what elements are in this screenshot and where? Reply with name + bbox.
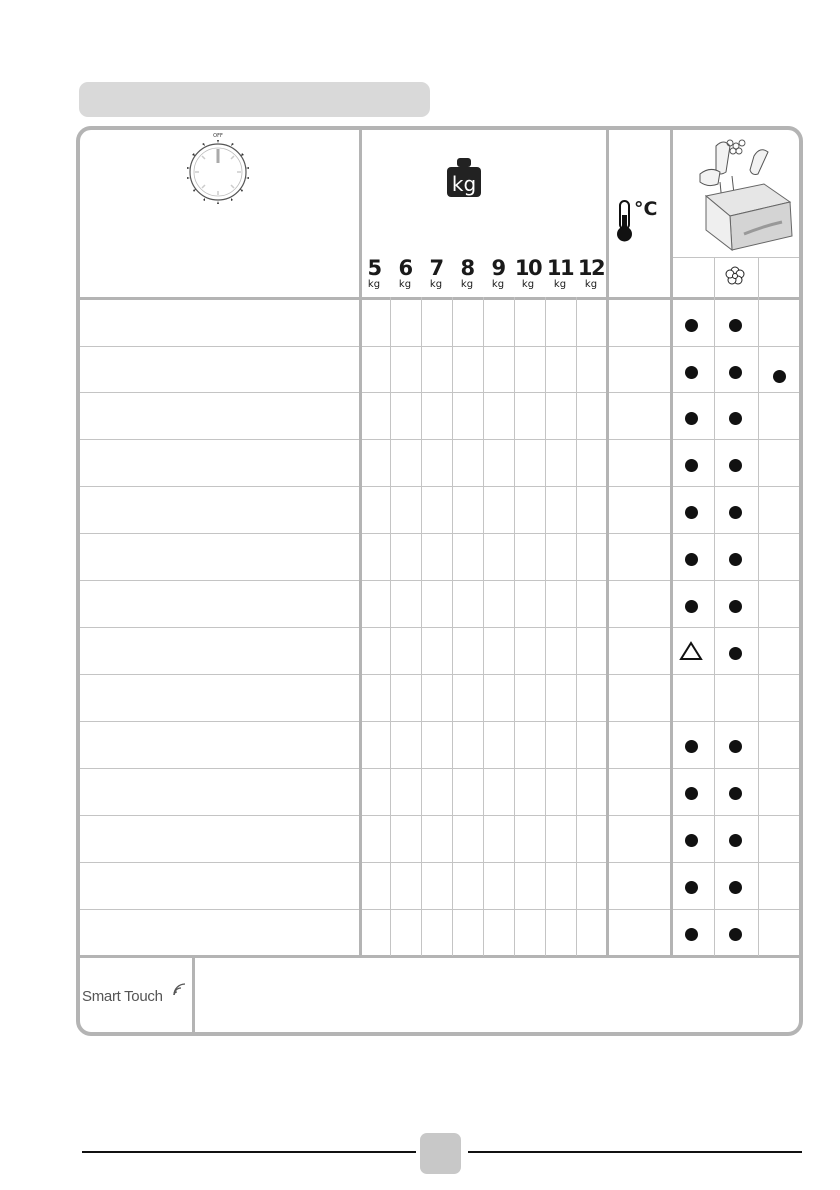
- divider: [80, 862, 803, 863]
- page-number-tab: [420, 1133, 461, 1174]
- softener-dot: [729, 412, 742, 425]
- main-wash-dot: [685, 366, 698, 379]
- softener-dot: [729, 506, 742, 519]
- smart-touch-label: Smart Touch: [82, 988, 163, 1005]
- capacity-unit: kg: [584, 279, 598, 290]
- divider: [80, 909, 803, 910]
- capacity-unit: kg: [553, 279, 567, 290]
- softener-dot: [729, 459, 742, 472]
- capacity-unit: kg: [521, 279, 535, 290]
- divider: [359, 130, 362, 956]
- divider: [80, 627, 803, 628]
- main-wash-dot: [685, 412, 698, 425]
- divider: [390, 297, 391, 956]
- main-wash-dot: [685, 459, 698, 472]
- capacity-header: [359, 258, 389, 290]
- softener-dot: [729, 740, 742, 753]
- capacity-header: [576, 258, 606, 290]
- divider: [80, 721, 803, 722]
- capacity-header: [483, 258, 513, 290]
- divider: [606, 130, 609, 956]
- divider: [483, 297, 484, 956]
- divider: [80, 486, 803, 487]
- footer-divider: [80, 955, 803, 958]
- main-wash-dot: [685, 506, 698, 519]
- softener-dot: [729, 881, 742, 894]
- divider: [421, 297, 422, 956]
- softener-dot: [729, 366, 742, 379]
- main-wash-dot: [685, 553, 698, 566]
- divider: [192, 956, 195, 1036]
- thermometer-icon: [614, 199, 636, 243]
- section-title-bar: [79, 82, 430, 117]
- capacity-header: [452, 258, 482, 290]
- divider: [452, 297, 453, 956]
- footer-rule: [468, 1151, 802, 1153]
- divider: [80, 439, 803, 440]
- softener-dot: [729, 787, 742, 800]
- nfc-signal-icon: [172, 981, 188, 997]
- capacity-unit: kg: [429, 279, 443, 290]
- flower-icon: [724, 265, 746, 287]
- capacity-header: [390, 258, 420, 290]
- capacity-unit: kg: [460, 279, 474, 290]
- capacity-value: 8: [460, 256, 474, 280]
- divider: [80, 815, 803, 816]
- capacity-value: 11: [546, 256, 574, 280]
- main-wash-dot: [685, 928, 698, 941]
- capacity-unit: kg: [398, 279, 412, 290]
- softener-dot: [729, 647, 742, 660]
- softener-dot: [729, 834, 742, 847]
- capacity-value: 7: [429, 256, 443, 280]
- capacity-header: [545, 258, 575, 290]
- softener-dot: [729, 553, 742, 566]
- divider: [714, 257, 715, 956]
- divider: [80, 580, 803, 581]
- header-divider: [80, 297, 803, 300]
- divider: [576, 297, 577, 956]
- dial-off-label: OFF: [213, 133, 223, 139]
- capacity-value: 12: [577, 256, 605, 280]
- weight-kg-icon: [446, 155, 482, 199]
- prewash-dot: [773, 370, 786, 383]
- temperature-unit: °C: [634, 198, 658, 220]
- capacity-value: 9: [491, 256, 505, 280]
- main-wash-dot: [685, 600, 698, 613]
- divider: [80, 768, 803, 769]
- divider: [80, 533, 803, 534]
- divider: [758, 257, 759, 956]
- triangle-icon: [679, 641, 703, 661]
- detergent-drawer-icon: [686, 134, 796, 252]
- footer-rule: [82, 1151, 416, 1153]
- softener-dot: [729, 600, 742, 613]
- capacity-header: [421, 258, 451, 290]
- main-wash-dot: [685, 787, 698, 800]
- capacity-header: [513, 258, 543, 290]
- capacity-value: 6: [398, 256, 412, 280]
- divider: [514, 297, 515, 956]
- weight-icon-label: kg: [451, 172, 477, 196]
- capacity-unit: kg: [491, 279, 505, 290]
- capacity-value: 10: [514, 256, 542, 280]
- divider: [80, 674, 803, 675]
- divider: [80, 346, 803, 347]
- softener-dot: [729, 928, 742, 941]
- divider: [80, 392, 803, 393]
- divider: [673, 257, 803, 258]
- divider: [545, 297, 546, 956]
- main-wash-dot: [685, 881, 698, 894]
- main-wash-dot: [685, 740, 698, 753]
- capacity-value: 5: [367, 256, 381, 280]
- softener-dot: [729, 319, 742, 332]
- main-wash-dot: [685, 319, 698, 332]
- capacity-unit: kg: [367, 279, 381, 290]
- divider: [670, 130, 673, 956]
- main-wash-dot: [685, 834, 698, 847]
